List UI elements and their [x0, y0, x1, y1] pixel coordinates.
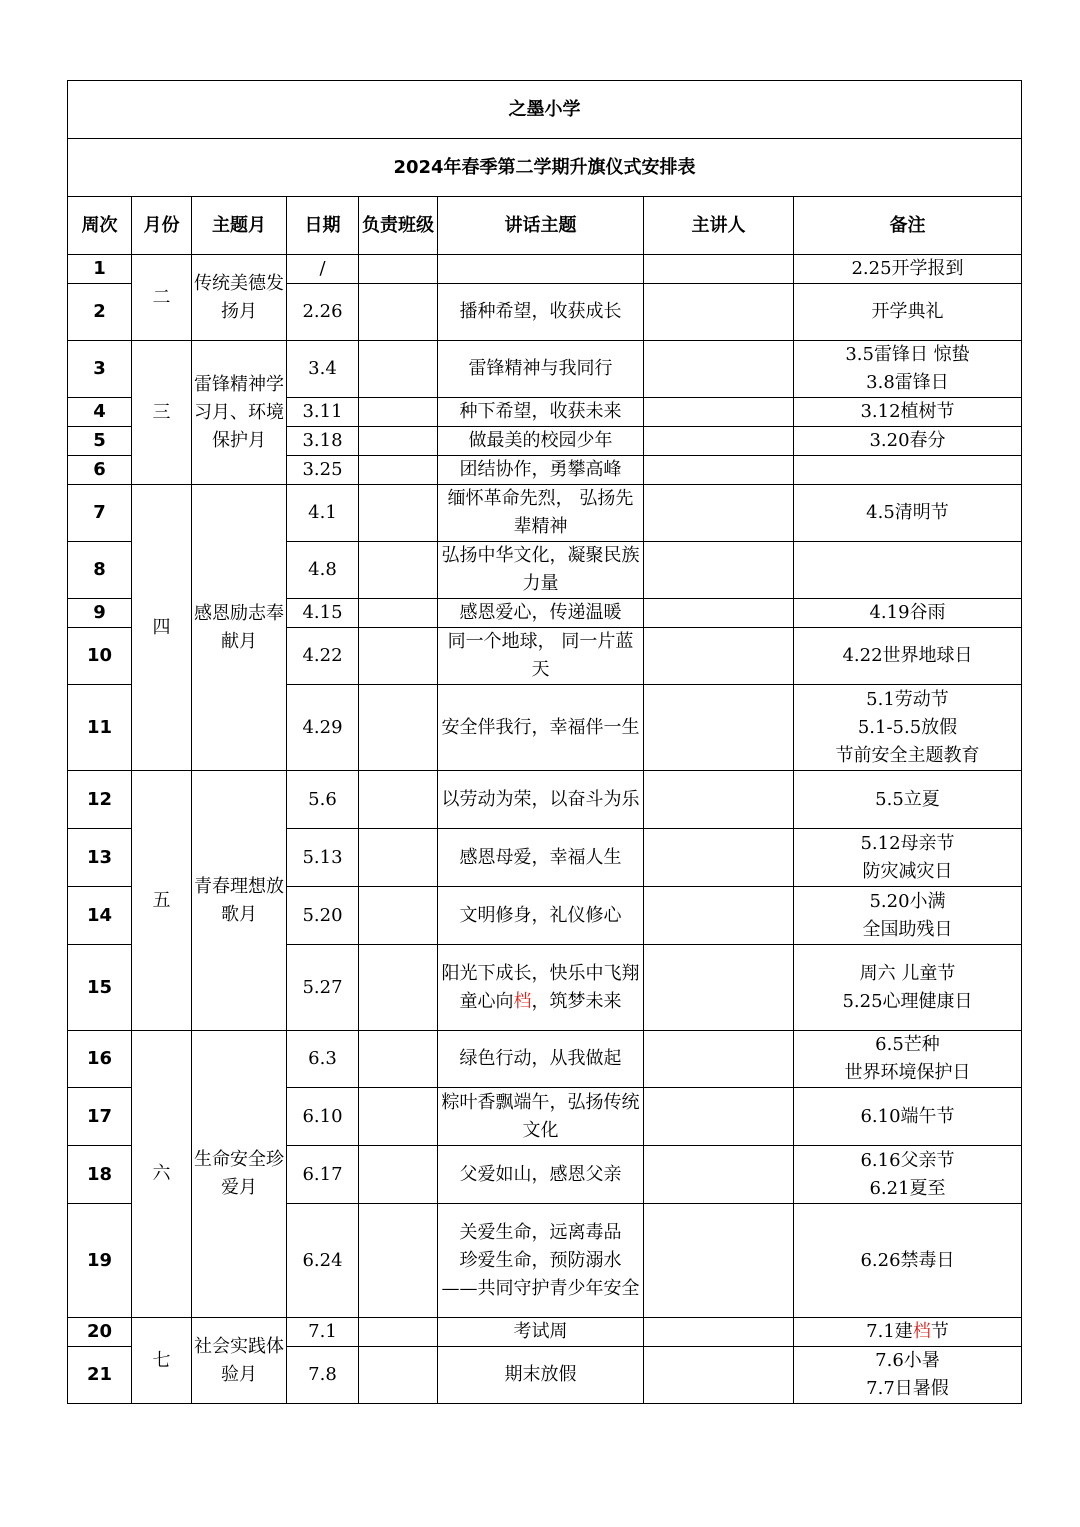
table-row [68, 485, 1022, 542]
week-cell: 7 [68, 485, 132, 542]
note-cell [794, 1318, 1022, 1347]
note-line: 开学典礼 [871, 301, 944, 322]
note-part: 7.1建 [866, 1321, 913, 1342]
week-cell: 10 [68, 628, 132, 685]
speaker-cell [644, 1204, 794, 1318]
month-cell: 三 [132, 341, 192, 485]
date-cell: 7.8 [287, 1347, 359, 1404]
class-cell [359, 1318, 438, 1347]
note-line: 4.19谷雨 [869, 602, 946, 623]
header-week: 周次 [68, 197, 132, 255]
note-line: 5.1劳动节 [866, 688, 949, 710]
date-cell: 3.25 [287, 456, 359, 485]
theme-cell: 雷锋精神学习月、环境保护月 [192, 341, 287, 485]
class-cell [359, 599, 438, 628]
note-line: 6.16父亲节 [860, 1149, 955, 1171]
topic-cell [438, 945, 644, 1031]
topic-cell: 雷锋精神与我同行 [438, 341, 644, 398]
date-cell: 4.8 [287, 542, 359, 599]
note-line: 7.6小暑 [875, 1350, 940, 1371]
theme-cell: 传统美德发扬月 [192, 255, 287, 341]
header-theme-month: 主题月 [192, 197, 287, 255]
note-line: 6.21夏至 [869, 1177, 946, 1199]
topic-cell: 做最美的校园少年 [438, 427, 644, 456]
date-cell: 6.17 [287, 1146, 359, 1204]
topic-cell: 弘扬中华文化，凝聚民族力量 [438, 542, 644, 599]
date-cell: 6.24 [287, 1204, 359, 1318]
note-line: 节前安全主题教育 [835, 744, 980, 766]
date-cell: 5.27 [287, 945, 359, 1031]
class-cell [359, 284, 438, 341]
speaker-cell [644, 1031, 794, 1088]
note-cell [794, 255, 1022, 284]
class-cell [359, 1347, 438, 1404]
class-cell [359, 485, 438, 542]
note-cell [794, 456, 1022, 485]
date-cell: 6.3 [287, 1031, 359, 1088]
note-line: 3.20春分 [869, 430, 946, 451]
class-cell [359, 887, 438, 945]
week-cell: 14 [68, 887, 132, 945]
date-cell: / [287, 255, 359, 284]
note-cell [794, 341, 1022, 398]
topic-cell: 感恩爱心，传递温暖 [438, 599, 644, 628]
class-cell [359, 341, 438, 398]
week-cell: 12 [68, 771, 132, 829]
week-cell: 9 [68, 599, 132, 628]
date-cell: 3.11 [287, 398, 359, 427]
speaker-cell [644, 829, 794, 887]
class-cell [359, 1031, 438, 1088]
speaker-cell [644, 427, 794, 456]
topic-line: 阳光下成长，快乐中飞翔 [441, 962, 640, 984]
header-date: 日期 [287, 197, 359, 255]
speaker-cell [644, 1318, 794, 1347]
topic-line: 珍爱生命，预防溺水 [459, 1249, 622, 1271]
topic-cell [438, 1204, 644, 1318]
date-cell: 5.6 [287, 771, 359, 829]
week-cell: 18 [68, 1146, 132, 1204]
speaker-cell [644, 398, 794, 427]
topic-cell: 文明修身，礼仪修心 [438, 887, 644, 945]
date-cell: 5.13 [287, 829, 359, 887]
topic-line: ——共同守护青少年安全 [441, 1277, 640, 1299]
header-note: 备注 [794, 197, 1022, 255]
month-cell: 五 [132, 771, 192, 1031]
theme-cell: 青春理想放歌月 [192, 771, 287, 1031]
note-line: 5.1-5.5放假 [857, 716, 958, 738]
note-line: 5.20小满 [869, 890, 946, 912]
note-cell [794, 485, 1022, 542]
speaker-cell [644, 1088, 794, 1146]
note-line: 防灾减灾日 [862, 860, 953, 882]
topic-cell: 以劳动为荣，以奋斗为乐 [438, 771, 644, 829]
week-cell: 11 [68, 685, 132, 771]
topic-part: 童心向 [459, 990, 514, 1012]
topic-line [440, 988, 641, 1016]
header-speaker: 主讲人 [644, 197, 794, 255]
note-cell [794, 829, 1022, 887]
header-class: 负责班级 [359, 197, 438, 255]
class-cell [359, 255, 438, 284]
note-line: 6.10端午节 [860, 1105, 955, 1127]
speaker-cell [644, 1347, 794, 1404]
school-name: 之墨小学 [68, 81, 1022, 139]
date-cell: 7.1 [287, 1318, 359, 1347]
date-cell: 2.26 [287, 284, 359, 341]
note-line: 7.7日暑假 [866, 1378, 949, 1399]
class-cell [359, 1204, 438, 1318]
month-cell: 四 [132, 485, 192, 771]
note-cell [794, 945, 1022, 1031]
note-line: 3.12植树节 [860, 401, 955, 422]
theme-cell: 社会实践体验月 [192, 1318, 287, 1404]
speaker-cell [644, 771, 794, 829]
schedule-title: 2024年春季第二学期升旗仪式安排表 [68, 139, 1022, 197]
note-line: 世界环境保护日 [844, 1062, 971, 1083]
speaker-cell [644, 599, 794, 628]
topic-cell: 期末放假 [438, 1347, 644, 1404]
speaker-cell [644, 887, 794, 945]
topic-cell: 种下希望，收获未来 [438, 398, 644, 427]
topic-cell: 考试周 [438, 1318, 644, 1347]
week-cell: 2 [68, 284, 132, 341]
month-cell: 七 [132, 1318, 192, 1404]
note-cell [794, 685, 1022, 771]
note-cell [794, 1088, 1022, 1146]
table-row [68, 1318, 1022, 1347]
date-cell: 4.1 [287, 485, 359, 542]
note-part: 节 [930, 1321, 949, 1342]
table-row [68, 771, 1022, 829]
table-row [68, 341, 1022, 398]
schedule-table [67, 80, 1022, 1404]
class-cell [359, 542, 438, 599]
date-cell: 4.22 [287, 628, 359, 685]
week-cell: 4 [68, 398, 132, 427]
topic-cell: 父爱如山，感恩父亲 [438, 1146, 644, 1204]
week-cell: 20 [68, 1318, 132, 1347]
note-cell [794, 542, 1022, 599]
note-cell [794, 771, 1022, 829]
note-line: 4.22世界地球日 [842, 645, 973, 666]
topic-cell: 感恩母爱，幸福人生 [438, 829, 644, 887]
week-cell: 16 [68, 1031, 132, 1088]
date-cell: 5.20 [287, 887, 359, 945]
header-month: 月份 [132, 197, 192, 255]
theme-cell: 感恩励志奉献月 [192, 485, 287, 771]
red-text: 档 [513, 990, 532, 1012]
class-cell [359, 1088, 438, 1146]
class-cell [359, 456, 438, 485]
week-cell: 8 [68, 542, 132, 599]
note-line: 2.25开学报到 [851, 258, 964, 279]
date-cell: 3.18 [287, 427, 359, 456]
speaker-cell [644, 685, 794, 771]
month-cell: 二 [132, 255, 192, 341]
topic-cell: 粽叶香飘端午，弘扬传统文化 [438, 1088, 644, 1146]
topic-cell: 绿色行动，从我做起 [438, 1031, 644, 1088]
note-line: 5.12母亲节 [860, 832, 955, 854]
class-cell [359, 398, 438, 427]
topic-line: 关爱生命，远离毒品 [459, 1221, 622, 1243]
topic-cell: 团结协作，勇攀高峰 [438, 456, 644, 485]
week-cell: 15 [68, 945, 132, 1031]
speaker-cell [644, 255, 794, 284]
note-cell [794, 1031, 1022, 1088]
speaker-cell [644, 284, 794, 341]
note-line: 5.5立夏 [875, 788, 940, 810]
table-row [68, 255, 1022, 284]
date-cell: 3.4 [287, 341, 359, 398]
class-cell [359, 829, 438, 887]
note-cell [794, 887, 1022, 945]
note-line: 6.26禁毒日 [860, 1249, 955, 1271]
note-line: 5.25心理健康日 [842, 990, 973, 1012]
note-cell [794, 1146, 1022, 1204]
speaker-cell [644, 542, 794, 599]
week-cell: 5 [68, 427, 132, 456]
theme-cell: 生命安全珍爱月 [192, 1031, 287, 1318]
topic-cell: 同一个地球， 同一片蓝天 [438, 628, 644, 685]
note-line: 4.5清明节 [866, 502, 949, 523]
speaker-cell [644, 1146, 794, 1204]
class-cell [359, 628, 438, 685]
topic-cell [438, 255, 644, 284]
note-cell [794, 427, 1022, 456]
note-cell [794, 398, 1022, 427]
month-cell: 六 [132, 1031, 192, 1318]
class-cell [359, 1146, 438, 1204]
week-cell: 13 [68, 829, 132, 887]
note-cell [794, 284, 1022, 341]
note-cell [794, 1204, 1022, 1318]
topic-part: ，筑梦未来 [531, 990, 622, 1012]
table-row [68, 1031, 1022, 1088]
speaker-cell [644, 456, 794, 485]
class-cell [359, 685, 438, 771]
note-line: 6.5芒种 [875, 1034, 940, 1055]
week-cell: 3 [68, 341, 132, 398]
note-line: 周六 儿童节 [859, 962, 956, 984]
note-cell [794, 599, 1022, 628]
note-line: 3.8雷锋日 [866, 372, 949, 393]
speaker-cell [644, 945, 794, 1031]
header-topic: 讲话主题 [438, 197, 644, 255]
topic-cell: 安全伴我行，幸福伴一生 [438, 685, 644, 771]
week-cell: 21 [68, 1347, 132, 1404]
red-text: 档 [912, 1321, 931, 1342]
class-cell [359, 945, 438, 1031]
note-cell [794, 1347, 1022, 1404]
note-line: 全国助残日 [862, 918, 953, 940]
note-line: 3.5雷锋日 惊蛰 [845, 344, 970, 365]
topic-cell: 缅怀革命先烈， 弘扬先辈精神 [438, 485, 644, 542]
speaker-cell [644, 628, 794, 685]
speaker-cell [644, 485, 794, 542]
week-cell: 17 [68, 1088, 132, 1146]
date-cell: 4.29 [287, 685, 359, 771]
topic-cell: 播种希望，收获成长 [438, 284, 644, 341]
date-cell: 4.15 [287, 599, 359, 628]
week-cell: 1 [68, 255, 132, 284]
date-cell: 6.10 [287, 1088, 359, 1146]
week-cell: 6 [68, 456, 132, 485]
class-cell [359, 771, 438, 829]
note-cell [794, 628, 1022, 685]
class-cell [359, 427, 438, 456]
week-cell: 19 [68, 1204, 132, 1318]
speaker-cell [644, 341, 794, 398]
